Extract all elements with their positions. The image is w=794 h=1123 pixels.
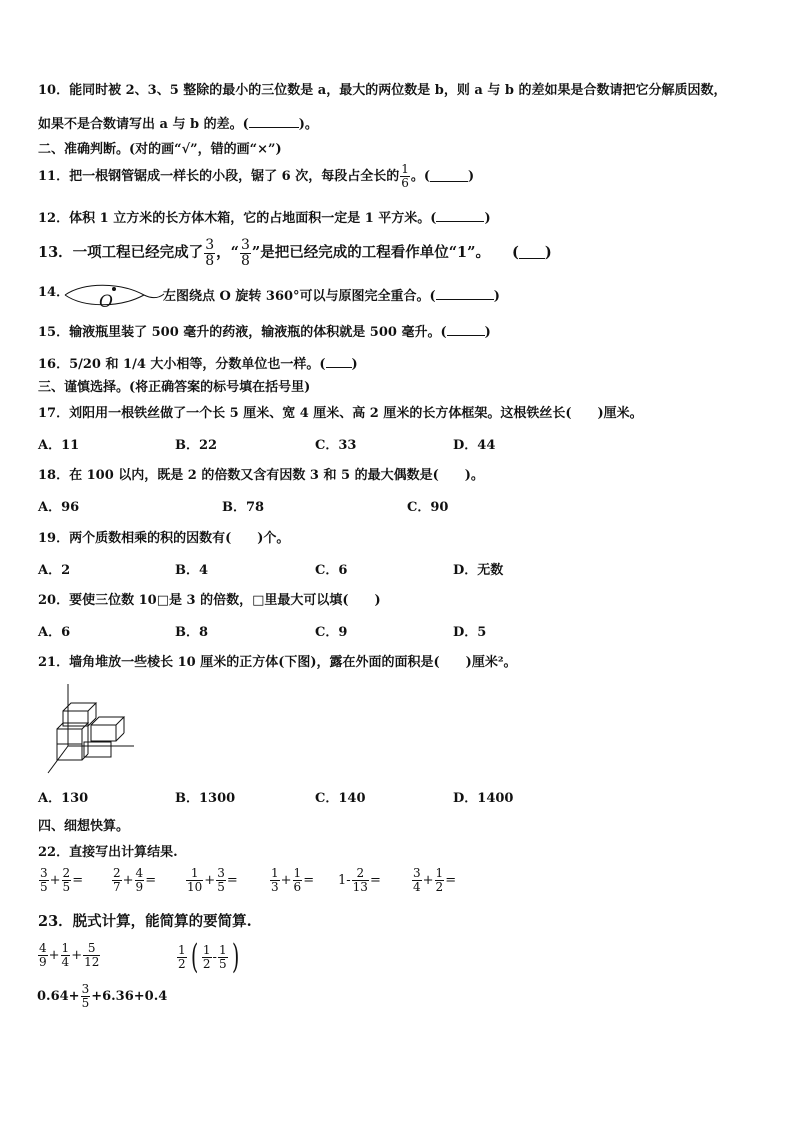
q17-option-b[interactable]: B．22	[175, 438, 218, 453]
q15	[38, 324, 491, 339]
q22-expr-6: $\frac{3}{4}$ + $\frac{1}{2}$ =	[413, 866, 457, 894]
q11-text: 11．把一根钢管锯成一样长的小段，锯了 6 次，每段占全长的	[38, 168, 400, 184]
q21-option-b[interactable]: B．1300	[175, 791, 236, 806]
q21-option-c[interactable]: C．140	[315, 791, 366, 806]
q11	[38, 163, 474, 189]
q16-end: )	[351, 357, 358, 372]
q20-option-b[interactable]: B．8	[175, 625, 209, 640]
q10-line2	[38, 116, 318, 131]
q18-option-b[interactable]: B．78	[222, 500, 265, 515]
fraction: $\frac{1}{6}$	[401, 162, 409, 190]
q17-option-a[interactable]: A．11	[38, 438, 80, 453]
answer-blank[interactable]	[436, 210, 484, 222]
q17-text: 17．刘阳用一根铁丝做了一个长 5 厘米、宽 4 厘米、高 2 厘米的长方体框架。这根铁丝长( )厘米。	[38, 406, 643, 421]
q10-line1: 10．能同时被 2、3、5 整除的最小的三位数是 a，最大的两位数是 b，则 a 与 b 的差如果是合数请把它分解质因数，	[38, 83, 727, 98]
q19-option-c[interactable]: C．6	[315, 563, 348, 578]
q21-text: 21．墙角堆放一些棱长 10 厘米的正方体(下图)，露在外面的面积是( )厘米²。	[38, 655, 517, 670]
q12	[38, 210, 491, 225]
q22-expr-5: 1- $\frac{2}{13}$ =	[338, 866, 381, 894]
q16	[38, 356, 358, 371]
fraction: $\frac{3}{8}$	[205, 237, 215, 269]
answer-blank[interactable]	[436, 288, 494, 300]
q20-option-a[interactable]: A．6	[38, 625, 71, 640]
q12-end: )	[484, 211, 491, 226]
q19-option-d[interactable]: D．无数	[453, 563, 504, 578]
q22-expr-4: $\frac{1}{3}$ + $\frac{1}{6}$ =	[271, 866, 315, 894]
section-2-heading: 二、准确判断。(对的画“√”，错的画“×”)	[38, 142, 282, 157]
q23-expr-3: 0.64+ $\frac{3}{5}$ +6.36+0.4	[37, 982, 168, 1010]
answer-blank[interactable]	[249, 116, 299, 128]
section-4-heading: 四、细想快算。	[38, 819, 130, 834]
answer-blank[interactable]	[326, 356, 352, 368]
q13-text2: ”是把已经完成的工程看作单位“1”。	[251, 243, 490, 261]
stacked-cubes-figure	[40, 684, 140, 776]
q21-option-a[interactable]: A．130	[38, 791, 89, 806]
q14-text: 左图绕点 O 旋转 360°可以与原图完全重合。(	[163, 289, 436, 304]
q19-text: 19．两个质数相乘的积的因数有( )个。	[38, 531, 290, 546]
q19-option-b[interactable]: B．4	[175, 563, 209, 578]
q22-expr-1: $\frac{3}{5}$ + $\frac{2}{5}$ =	[40, 866, 84, 894]
q13-text: 13．一项工程已经完成了	[38, 243, 204, 261]
q12-text: 12．体积 1 立方米的长方体木箱，它的占地面积一定是 1 平方米。(	[38, 211, 437, 226]
q13	[38, 238, 552, 268]
rotation-figure	[62, 278, 166, 310]
q18-option-a[interactable]: A．96	[38, 500, 80, 515]
q23-text: 23．脱式计算，能简算的要简算.	[38, 913, 252, 930]
q13-paren-close: )	[544, 243, 552, 261]
q22-text: 22．直接写出计算结果.	[38, 845, 178, 860]
section-3-heading: 三、谨慎选择。(将正确答案的标号填在括号里)	[38, 380, 311, 395]
q15-text: 15．输液瓶里装了 500 毫升的药液，输液瓶的体积就是 500 毫升。(	[38, 325, 447, 340]
q14-end: )	[493, 289, 500, 304]
q11-end: )	[468, 168, 475, 184]
q20-text: 20．要使三位数 10□是 3 的倍数，□里最大可以填( )	[38, 593, 381, 608]
q19-option-a[interactable]: A．2	[38, 563, 71, 578]
q18-option-c[interactable]: C．90	[407, 500, 449, 515]
q21-option-d[interactable]: D．1400	[453, 791, 514, 806]
q17-option-d[interactable]: D．44	[453, 438, 496, 453]
q22-expr-3: $\frac{1}{10}$ + $\frac{3}{5}$ =	[187, 866, 238, 894]
center-point	[112, 287, 116, 291]
q20-option-c[interactable]: C．9	[315, 625, 348, 640]
q17-option-c[interactable]: C．33	[315, 438, 357, 453]
q15-end: )	[484, 325, 491, 340]
q23-expr-2: $\frac{1}{2}$ ( $\frac{1}{2}$ - $\frac{1}{5}$ )	[178, 937, 239, 977]
q14	[163, 288, 500, 303]
q11-mid: 。(	[410, 168, 430, 184]
q18-text: 18．在 100 以内，既是 2 的倍数又含有因数 3 和 5 的最大偶数是( )。	[38, 468, 484, 483]
point-o-label: O	[99, 292, 113, 310]
q13-paren-open: (	[511, 243, 519, 261]
answer-blank[interactable]	[447, 324, 485, 336]
q20-option-d[interactable]: D．5	[453, 625, 487, 640]
answer-blank[interactable]	[430, 170, 468, 182]
answer-blank[interactable]	[519, 247, 545, 259]
q22-expr-2: $\frac{2}{7}$ + $\frac{4}{9}$ =	[113, 866, 157, 894]
q23-expr-1: $\frac{4}{9}$ + $\frac{1}{4}$ + $\frac{5}{12}$	[39, 941, 100, 969]
q14-number: 14．	[38, 285, 70, 300]
q16-text: 16．5/20 和 1/4 大小相等，分数单位也一样。(	[38, 357, 326, 372]
q10-end: )。	[298, 117, 318, 132]
q10-text: 如果不是合数请写出 a 与 b 的差。(	[38, 117, 249, 132]
q13-quote: ，“	[216, 243, 239, 261]
fraction: $\frac{3}{8}$	[240, 237, 250, 269]
